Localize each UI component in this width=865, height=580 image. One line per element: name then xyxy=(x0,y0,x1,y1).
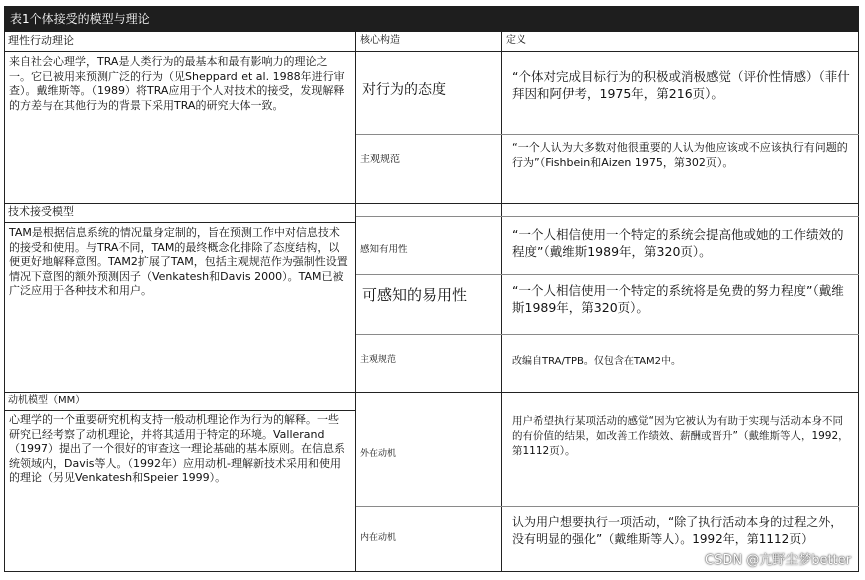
header-theory: 理性行动理论 xyxy=(8,34,74,47)
row-divider xyxy=(356,134,859,135)
definition-subjective-norm: “一个人认为大多数对他很重要的人认为他应该或不应该执行有问题的行为”（Fishbein和Aizen 1975，第302页）。 xyxy=(512,141,848,169)
row-divider xyxy=(4,51,859,52)
construct-subjective-norm-tam: 主观规范 xyxy=(360,355,397,365)
definition-subjective-norm-tam: 改编自TRA/TPB。仅包含在TAM2中。 xyxy=(512,356,682,367)
header-construct: 核心构造 xyxy=(360,35,400,46)
header-definition: 定义 xyxy=(506,35,526,46)
construct-subjective-norm: 主观规范 xyxy=(360,154,400,165)
definition-perceived-usefulness: “一个人相信使用一个特定的系统会提高他或她的工作绩效的程度”（戴维斯1989年，第320页）。 xyxy=(512,227,844,259)
tam-description: TAM是根据信息系统的情况量身定制的，旨在预测工作中对信息技术的接受和使用。与TRA不同，TAM的最终概念化排除了态度结构，以便更好地解释意图。TAM2扩展了TAM，包括主观规范作为强制性设置情况下意图的额外预测因子（Venkatesh和Davis 2000）。TAM已被广泛应用于各种技术和用户。 xyxy=(9,226,348,298)
construct-attitude: 对行为的态度 xyxy=(362,82,446,98)
definition-extrinsic-motivation: 用户希望执行某项活动的感觉“因为它被认为有助于实现与活动本身不同的有价值的结果，如改善工作绩效、薪酬或晋升”（戴维斯等人，1992，第1112页）。 xyxy=(512,415,849,457)
construct-intrinsic-motivation: 内在动机 xyxy=(360,533,397,543)
row-divider xyxy=(356,274,859,275)
table-title: 表1个体接受的模型与理论 xyxy=(4,6,859,32)
construct-ease-of-use: 可感知的易用性 xyxy=(362,286,468,304)
row-divider xyxy=(356,506,859,507)
construct-perceived-usefulness: 感知有用性 xyxy=(360,244,408,255)
definition-ease-of-use: “一个人相信使用一个特定的系统将是免费的努力程度”（戴维斯1989年，第320页）。 xyxy=(512,283,844,315)
definition-intrinsic-motivation: 认为用户想要执行一项活动，“除了执行活动本身的过程之外，没有明显的强化”（戴维斯等人）。1992年，第1112页） xyxy=(512,515,843,546)
construct-extrinsic-motivation: 外在动机 xyxy=(360,449,397,459)
row-divider xyxy=(356,334,859,335)
row-divider xyxy=(356,216,859,217)
mm-description: 心理学的一个重要研究机构支持一般动机理论作为行为的解释。一些研究已经考察了动机理论，并将其适用于特定的环境。Vallerand（1997）提出了一个很好的审查这一理论基础的基本原则。在信息系统领域内，Davis等人。（1992年）应用动机-理解新技术采用和使用的理论（另见Venkatesh和Speier 1999）。 xyxy=(9,413,345,485)
acceptance-models-table xyxy=(4,6,859,572)
row-divider xyxy=(4,222,355,223)
csdn-watermark: CSDN @亢野尘梦better xyxy=(705,553,851,568)
tra-description: 来自社会心理学，TRA是人类行为的最基本和最有影响力的理论之一。它已被用来预测广泛的行为（见Sheppard et al. 1988年进行审查）。戴维斯等。（1989）将TRA应用于个人对技术的接受，发现解释的方差与在其他行为的背景下采用TRA的研究大体一致。 xyxy=(9,55,345,112)
definition-attitude: “个体对完成目标行为的积极或消极感觉（评价性情感）（菲什拜因和阿伊考，1975年，第216页）。 xyxy=(512,69,850,101)
mm-section-title: 动机模型（MM） xyxy=(8,395,86,406)
tam-section-title: 技术接受模型 xyxy=(8,205,74,218)
